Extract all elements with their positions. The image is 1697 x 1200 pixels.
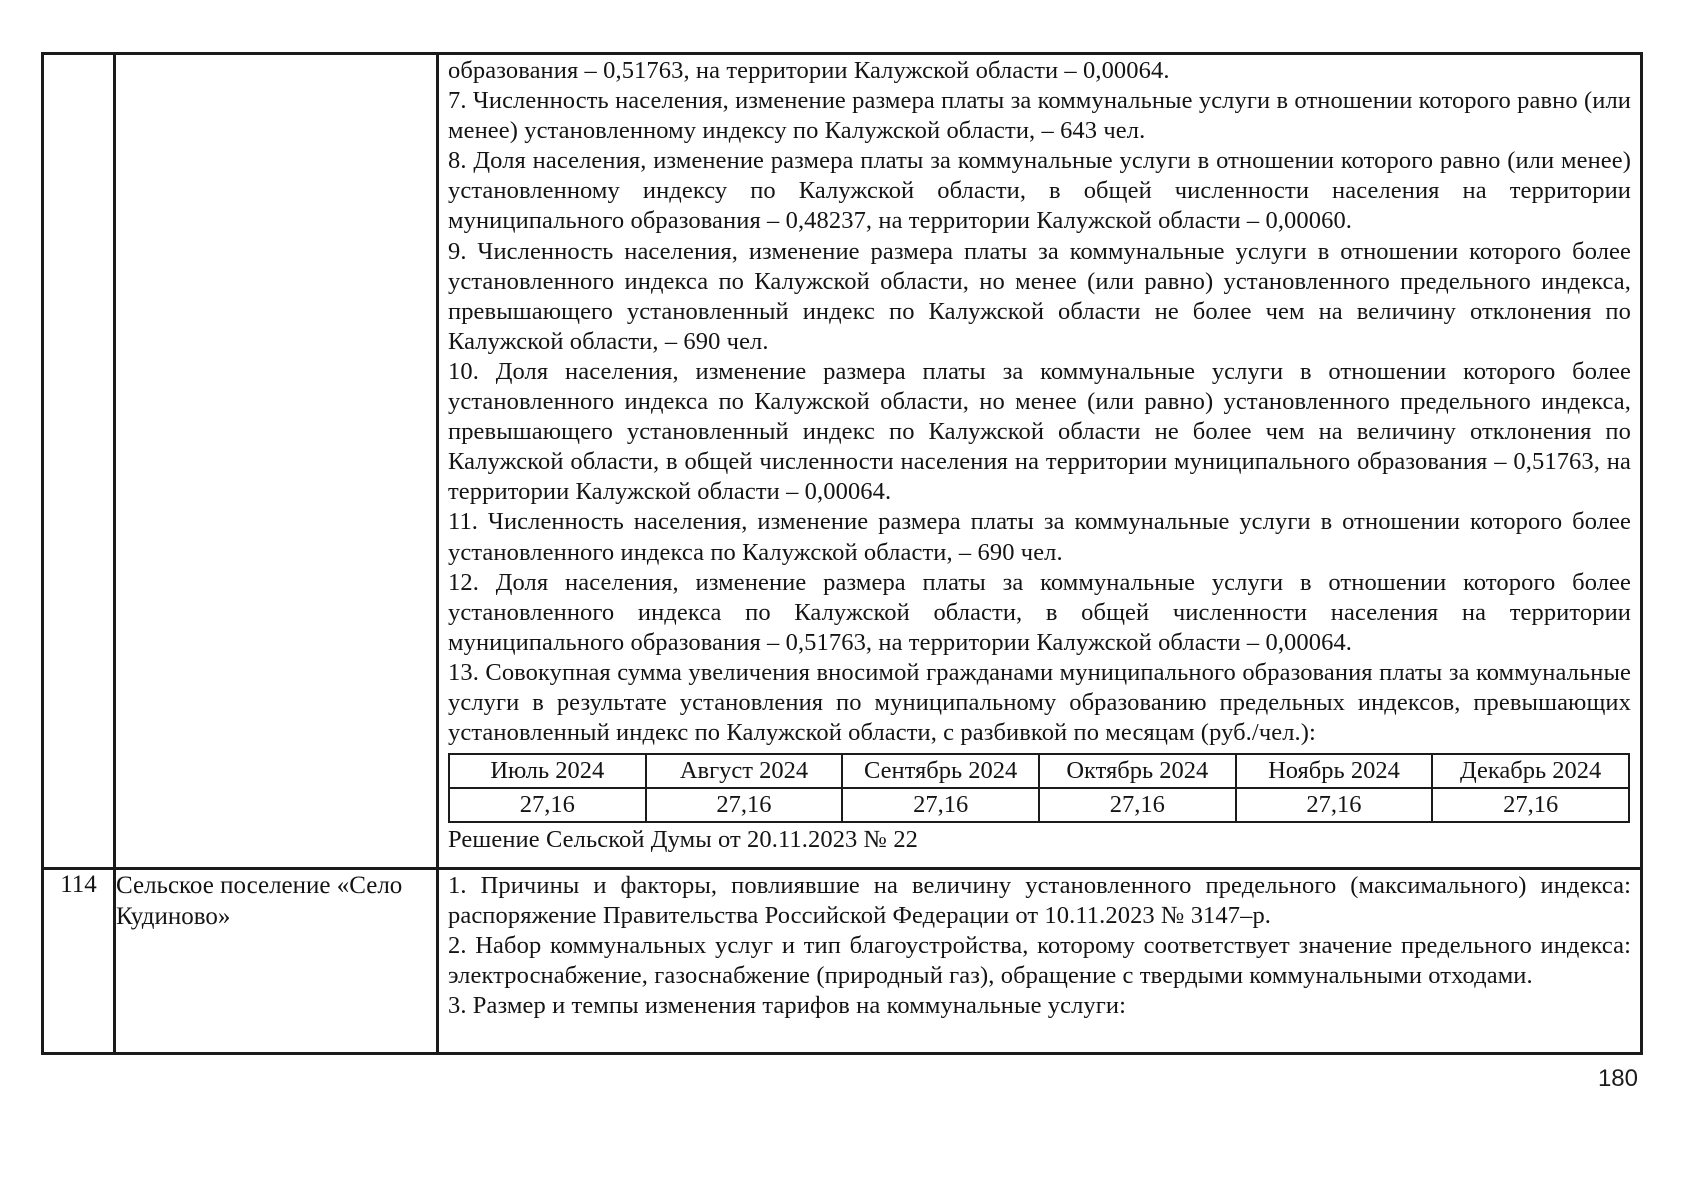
month-header: Август 2024 — [646, 754, 843, 788]
month-header: Июль 2024 — [449, 754, 646, 788]
paragraph-9: 9. Численность населения, изменение размера платы за коммунальные услуги в отношении которого более установленного индекса по Калужской области, но менее (или равно) установленного предельного индекса, превышающего установленный индекс по Калужской области не более чем на величину отклонения по Калужской области, – 690 чел. — [448, 237, 1631, 355]
paragraph-1: 1. Причины и факторы, повлиявшие на величину установленного предельного (максимального) индекса: распоряжение Правительства Российской Федерации от 10.11.2023 № 3147–р. — [448, 872, 1631, 930]
page-number: 180 — [1597, 1065, 1638, 1092]
month-value: 27,16 — [449, 788, 646, 822]
municipalities-table — [41, 52, 1643, 1055]
month-value: 27,16 — [1039, 788, 1236, 822]
paragraph-11: 11. Численность населения, изменение размера платы за коммунальные услуги в отношении которого более установленного индекса по Калужской области, – 690 чел. — [448, 508, 1631, 566]
paragraph-12: 12. Доля населения, изменение размера платы за коммунальные услуги в отношении которого более установленного индекса по Калужской области, в общей численности населения на территории муниципального образования – 0,51763, на территории Калужской области – 0,00064. — [448, 568, 1631, 656]
month-header: Сентябрь 2024 — [842, 754, 1039, 788]
details-cell — [438, 54, 1642, 869]
council-decision-reference: Решение Сельской Думы от 20.11.2023 № 22 — [448, 826, 919, 854]
row-index-cell-empty — [43, 54, 115, 869]
paragraph-3: 3. Размер и темпы изменения тарифов на коммунальные услуги: — [448, 992, 1127, 1020]
paragraph-7: 7. Численность населения, изменение размера платы за коммунальные услуги в отношении которого равно (или менее) установленному индексу по Калужской области, – 643 чел. — [448, 87, 1631, 145]
municipality-cell-empty — [115, 54, 438, 869]
details-cell — [438, 869, 1642, 1054]
month-value: 27,16 — [646, 788, 843, 822]
monthly-table-values-row — [449, 788, 1629, 822]
month-value: 27,16 — [1432, 788, 1629, 822]
month-value: 27,16 — [1236, 788, 1433, 822]
paragraph-8: 8. Доля населения, изменение размера платы за коммунальные услуги в отношении которого равно (или менее) установленному индексу по Калужской области, в общей численности населения на территории муниципального образования – 0,48237, на территории Калужской области – 0,00060. — [448, 147, 1631, 235]
paragraph-2: 2. Набор коммунальных услуг и тип благоустройства, которому соответствует значение предельного индекса: электроснабжение, газоснабжение (природный газ), обращение с твердыми коммунальными отходами. — [448, 932, 1631, 990]
paragraph-continuation: образования – 0,51763, на территории Калужской области – 0,00064. — [448, 57, 1170, 84]
paragraph-13: 13. Совокупная сумма увеличения вносимой гражданами муниципального образования платы за коммунальные услуги в результате установления по муниципальному образованию предельных индексов, превышающих установленный индекс по Калужской области, с разбивкой по месяцам (руб./чел.): — [448, 658, 1631, 747]
month-header: Ноябрь 2024 — [1236, 754, 1433, 788]
paragraph-10: 10. Доля населения, изменение размера платы за коммунальные услуги в отношении которого более установленного индекса по Калужской области, но менее (или равно) установленного предельного индекса, превышающего установленный индекс по Калужской области не более чем на величину отклонения по Калужской области, в общей численности населения на территории муниципального образования – 0,51763, на территории Калужской области – 0,00064. — [448, 357, 1631, 506]
month-value: 27,16 — [842, 788, 1039, 822]
table-row — [43, 869, 1642, 1054]
month-header: Декабрь 2024 — [1432, 754, 1629, 788]
month-header: Октябрь 2024 — [1039, 754, 1236, 788]
municipality-name-cell: Сельское поселение «Село Кудиново» — [115, 869, 438, 1054]
row-index-cell: 114 — [43, 869, 115, 1054]
monthly-table-header-row — [449, 754, 1629, 788]
table-row — [43, 54, 1642, 869]
monthly-payment-table — [448, 753, 1630, 823]
